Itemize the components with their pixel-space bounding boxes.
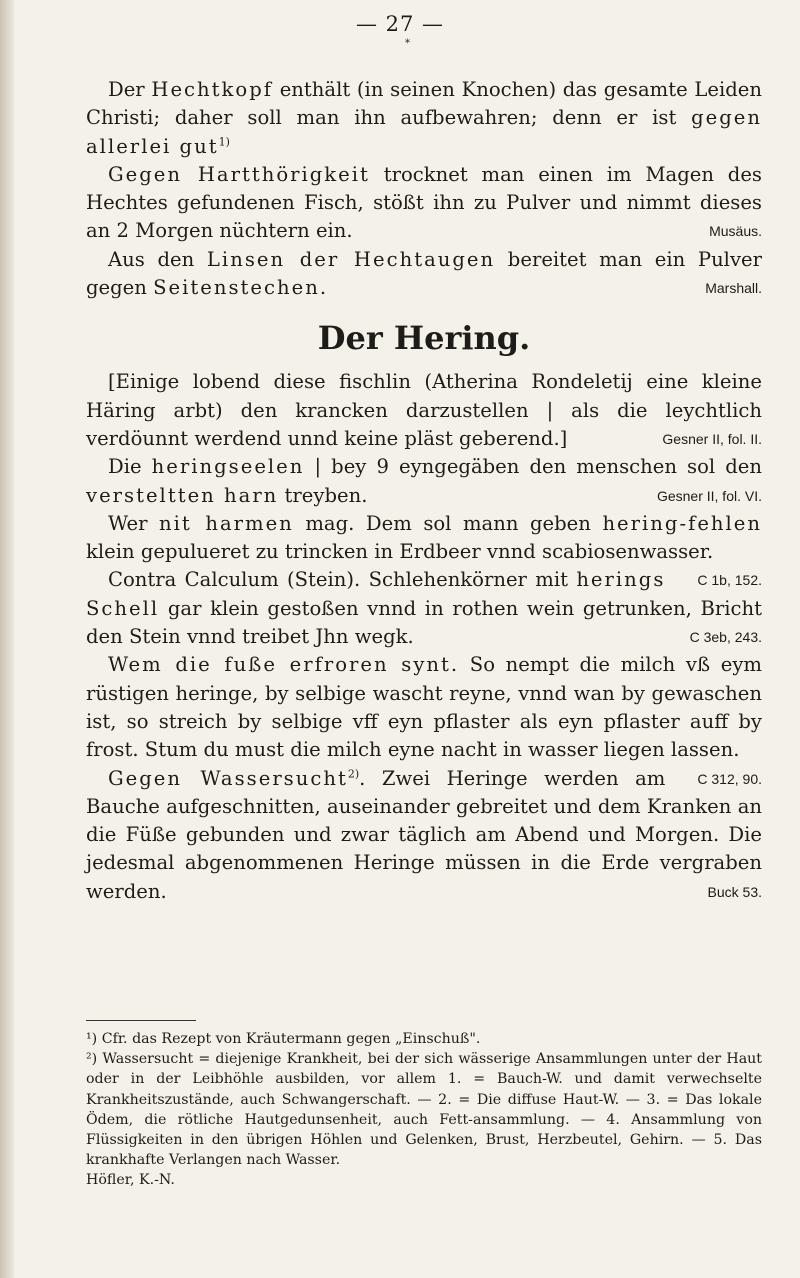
page-body bbox=[86, 76, 762, 906]
footnotes bbox=[86, 1020, 762, 1191]
paragraph-heringseelen: Die heringseelen | bey 9 eyngegäben den menschen sol den versteltten harn treyben. Gesner II, fol. VI. bbox=[86, 453, 762, 510]
page-spine-shadow bbox=[0, 0, 14, 1278]
paragraph-hechtkopf: Der Hechtkopf enthält (in seinen Knochen) das gesamte Leiden Christi; daher soll man ihn aufbewahren; denn er ist gegen allerlei gut$^{1)}$ bbox=[86, 78, 763, 158]
footnote-2: ²) Wassersucht = diejenige Krankheit, bei der sich wässerige Ansammlungen unter der Haut oder in der Leibhöhle ausbilden, vor allem 1. = Bauch-W. und damit verwechselte Krankheitszustände, auch Schwangerschaft. — 2. = Die diffuse Haut-W. — 3. = Das lokale Ödem, die rötliche Hautgedunsenheit, auch Fett-ansammlung. — 4. Ansammlung von Flüssigkeiten in den übrigen Höhlen und Gelenken, Brust, Herzbeutel, Gehirn. — 5. Das krankhafte Verlangen nach Wasser. bbox=[86, 1051, 762, 1169]
section-heading: Der Hering. bbox=[317, 319, 531, 358]
source-citation: Buck 53. bbox=[707, 883, 762, 900]
footnote-1: ¹) Cfr. das Rezept von Kräutermann gegen „Einschuß". bbox=[86, 1031, 481, 1047]
source-citation: C 312, 90. bbox=[697, 770, 762, 787]
paragraph-erfroren: Wem die fuße erfroren synt. So nempt die milch vß eym rüstigen heringe, by selbige wascht reyne, vnnd wan by gewaschen ist, so streich by selbige vff eyn pflaster als eyn pflaster auff by frost. Stum du must die milch eyne nacht in wasser liegen lassen. C 312, 90. bbox=[86, 651, 762, 764]
header-mark: * bbox=[405, 38, 410, 49]
footnote-divider bbox=[86, 1020, 196, 1021]
paragraph-fischlin: [Einige lobend diese fischlin (Atherina Rondeletij eine kleine Häring arbt) den krancken darzustellen | als die leychtlich verdöunnt werdend unnd keine pläst geberend.] Gesner II, fol. II. bbox=[86, 368, 762, 453]
paragraph-contra-calculum: Contra Calculum (Stein). Schlehenkörner mit herings Schell gar klein gestoßen vnnd in rothen wein getrunken, Bricht den Stein vnnd treibet Jhn wegk. C 3eb, 243. bbox=[86, 566, 762, 651]
paragraph-wassersucht: Gegen Wassersucht$^{2)}$. Zwei Heringe werden am Bauche aufgeschnitten, auseinander gebreitet und dem Kranken an die Füße gebunden und zwar täglich am Abend und Morgen. Die jedesmal abgenommenen Heringe müssen in die Erde vergraben werden. Buck 53. bbox=[86, 765, 762, 906]
source-citation: C 3eb, 243. bbox=[689, 629, 762, 646]
source-citation: Marshall. bbox=[705, 280, 762, 297]
source-citation: Musäus. bbox=[709, 223, 762, 240]
paragraph-nit-harmen: Wer nit harmen mag. Dem sol mann geben hering-fehlen klein gepulueret zu trincken in Erdbeer vnnd scabiosenwasser. C 1b, 152. bbox=[86, 510, 762, 567]
paragraph-hechtaugen: Aus den Linsen der Hechtaugen bereitet man ein Pulver gegen Seitenstechen. Marshall. bbox=[86, 246, 762, 303]
source-citation: C 1b, 152. bbox=[697, 572, 762, 589]
footnote-ref[interactable]: 2) bbox=[347, 767, 360, 780]
source-citation: Gesner II, fol. II. bbox=[662, 430, 762, 447]
paragraph-hartthoerigkeit: Gegen Hartthörigkeit trocknet man einen im Magen des Hechtes gefundenen Fisch, stößt ihn zu Pulver und nimmt dieses an 2 Morgen nüchtern ein. Musäus. bbox=[86, 161, 762, 246]
source-citation: Gesner II, fol. VI. bbox=[656, 487, 762, 504]
footnote-ref[interactable]: 1) bbox=[218, 135, 230, 149]
footnote-signature: Höfler, K.-N. bbox=[86, 1172, 175, 1189]
page-number: — 27 — bbox=[355, 12, 445, 36]
